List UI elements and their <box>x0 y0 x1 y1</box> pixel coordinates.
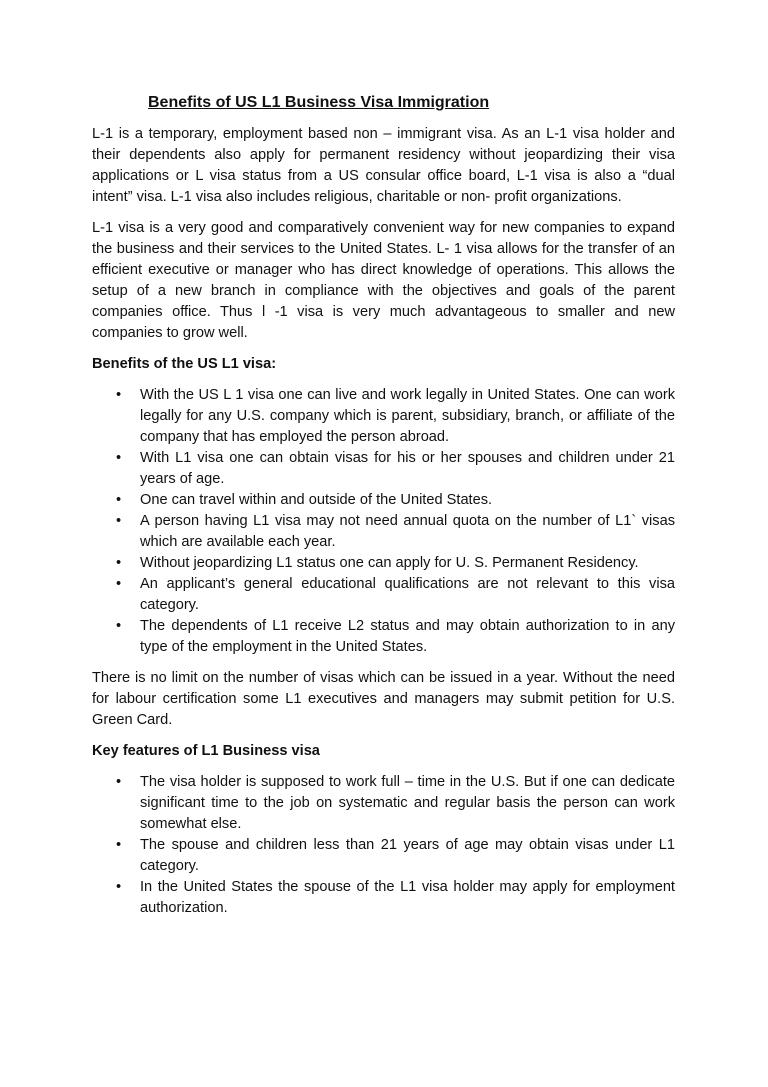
benefits-heading: Benefits of the US L1 visa: <box>92 356 277 372</box>
feature-item: • In the United States the spouse of the L1 visa holder may apply for employment authorization. <box>92 877 675 919</box>
benefit-item: • A person having L1 visa may not need annual quota on the number of L1` visas which are available each year. <box>92 511 675 553</box>
benefits-list <box>92 385 675 658</box>
document-title: Benefits of US L1 Business Visa Immigration <box>148 94 490 111</box>
intro-paragraph-1: L-1 is a temporary, employment based non – immigrant visa. As an L-1 visa holder and their dependents also apply for permanent residency without jeopardizing their visa applications or L visa status from a US consular office board, L-1 visa is also a “dual intent” visa. L-1 visa also includes religious, charitable or non- profit organizations. <box>92 126 675 205</box>
benefit-item: • The dependents of L1 receive L2 status and may obtain authorization to in any type of the employment in the United States. <box>92 616 675 658</box>
features-heading: Key features of L1 Business visa <box>92 743 320 759</box>
benefit-item: • An applicant’s general educational qualifications are not relevant to this visa category. <box>92 574 675 616</box>
benefit-item: • With the US L 1 visa one can live and work legally in United States. One can work legally for any U.S. company which is parent, subsidiary, branch, or affiliate of the company that has employed the person abroad. <box>92 385 675 448</box>
limit-paragraph: There is no limit on the number of visas which can be issued in a year. Without the need for labour certification some L1 executives and managers may submit petition for U.S. Green Card. <box>92 670 675 728</box>
feature-item: • The spouse and children less than 21 years of age may obtain visas under L1 category. <box>92 835 675 877</box>
benefit-item: • Without jeopardizing L1 status one can apply for U. S. Permanent Residency. <box>92 553 675 574</box>
intro-paragraph-2: L-1 visa is a very good and comparatively convenient way for new companies to expand the business and their services to the United States. L- 1 visa allows for the transfer of an efficient executive or manager who has direct knowledge of operations. This allows the setup of a new branch in compliance with the objectives and goals of the parent companies office. Thus l -1 visa is very much advantageous to smaller and new companies to grow well. <box>92 220 675 341</box>
benefit-item: • With L1 visa one can obtain visas for his or her spouses and children under 21 years of age. <box>92 448 675 490</box>
features-list <box>92 772 675 919</box>
benefit-item: • One can travel within and outside of the United States. <box>92 490 675 511</box>
feature-item: • The visa holder is supposed to work full – time in the U.S. But if one can dedicate significant time to the job on systematic and regular basis the person can work somewhat else. <box>92 772 675 835</box>
document-page <box>92 92 675 929</box>
